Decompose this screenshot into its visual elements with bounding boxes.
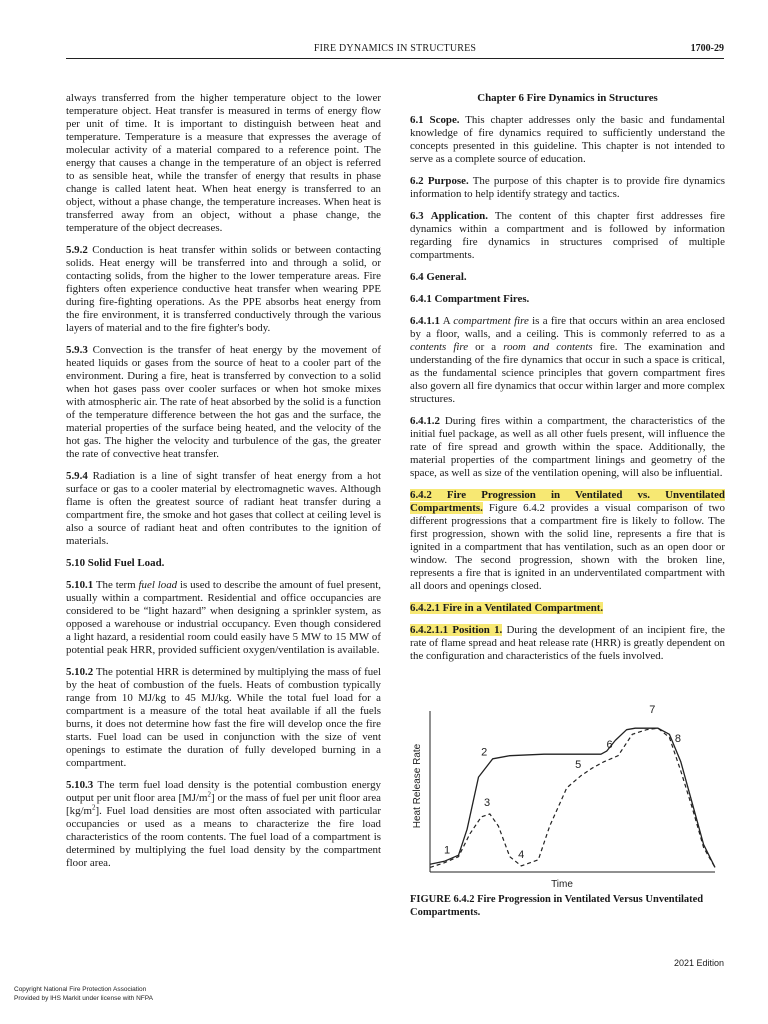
text-part-b: ] or the mass of fuel per unit floor area [kg/m (66, 792, 381, 817)
point-label-3: 3 (483, 797, 491, 810)
section-6-3 (410, 210, 725, 262)
section-number: 6.4.1 (410, 293, 432, 305)
term-fuel-load: fuel load (138, 579, 178, 591)
section-6-2 (410, 175, 725, 201)
edition-label: 2021 Edition (673, 958, 724, 968)
hrr-chart (410, 699, 725, 891)
page-number: 1700-29 (690, 43, 724, 54)
term-room-and-contents: room and contents (503, 341, 593, 353)
point-label-4: 4 (518, 849, 525, 862)
section-number: 5.10.2 (66, 666, 94, 678)
copyright-line: Copyright National Fire Protection Association (14, 986, 147, 993)
section-6-4-1-1 (410, 315, 725, 406)
section-6-4-2 (410, 489, 725, 593)
section-5-9-3 (66, 344, 381, 461)
section-number: 5.10.1 (66, 579, 94, 591)
section-6-1 (410, 114, 725, 166)
section-text: This chapter addresses only the basic and fundamental knowledge of fire dynamics required to sufficiently understand the concepts presented in this guideline. This chapter is not intended to serve as a complete source of education. (410, 114, 725, 165)
point-label-7: 7 (649, 703, 656, 716)
superscript: 2 (92, 803, 96, 812)
section-5-9-2 (66, 244, 381, 335)
text-before-term: The term (95, 579, 136, 591)
section-6-4-heading (410, 271, 725, 284)
section-text: Radiation is a line of sight transfer of heat energy from a hot surface or gas to a cooler material by electromagnetic waves. Although flame is often the greatest source of radiant heat transfer during a compartment fire, the smoke and hot gases that collect at ceiling level is also a source of radiant heat and often contributes to the ignition of materials. (66, 470, 381, 547)
section-number: 5.10 (66, 557, 86, 569)
section-title: Scope. (429, 114, 460, 126)
section-number: 6.2 (410, 175, 424, 187)
figure-6-4-2 (410, 699, 725, 891)
paragraph-heat-transfer-intro: always transferred from the higher temperature object to the lower temperature object. Heat transfer is measured in terms of energy flow per unit of time. It is important to distinguish between heat and temperature. Temperature is a measure that expresses the average of molecular activity of a material compared to a reference point. The energy that causes a change in the temperature of an object is referred to as sensible heat, while the transfer of energy that results in phase change is called latent heat. When heat energy is transferred to an object, without a phase change, the temperature increases. When heat is transferred away from an object, without a phase change, the temperature of the object decreases. (66, 92, 381, 234)
section-number: 5.9.4 (66, 470, 88, 482)
section-number: 5.9.2 (66, 244, 88, 256)
text-part-c: ]. Fuel load densities are most often associated with particular occupancies or used as a means to characterize the fire load characteristics of the room contents. The fuel load of a compartment is determined by multiplying the fuel load density by the compartment floor area. (66, 805, 381, 869)
license-line: Provided by IHS Markit under license with NFPA (14, 995, 153, 1002)
highlighted-heading: 6.4.2 Fire Progression in Ventilated vs. Unventilated Compartments. (410, 489, 725, 514)
point-label-2: 2 (481, 746, 488, 759)
copyright-notice (14, 985, 153, 1003)
section-5-10-heading (66, 557, 381, 570)
section-6-4-1-heading (410, 293, 725, 306)
point-label-1: 1 (444, 844, 451, 857)
section-text: The purpose of this chapter is to provide fire dynamics information to help identify strategy and tactics. (410, 175, 726, 200)
text-a: A (442, 315, 450, 327)
section-5-10-3 (66, 779, 381, 870)
term-compartment-fire: compartment fire (453, 315, 529, 327)
section-text: During the development of an incipient fire, the rate of flame spread and heat release rate (HRR) is greatly dependent on the configuration and characteristics of the fuels involved. (410, 624, 725, 662)
section-number: 6.4.1.2 (410, 415, 440, 427)
section-number: 6.1 (410, 114, 424, 126)
section-text: During fires within a compartment, the characteristics of the initial fuel package, as well as all other fuels present, will influence the rate of fire spread and growth within the space. Additionally, the material properties of the compartment linings and geometry of the space, as well as size of the ventilation opening, will also be influential. (410, 415, 726, 479)
section-title: Application. (430, 210, 488, 222)
text-c: or a (475, 341, 497, 353)
highlighted-heading: 6.4.2.1 Fire in a Ventilated Compartment. (410, 602, 604, 614)
section-5-10-2 (66, 666, 381, 770)
left-column (66, 92, 381, 879)
chapter-title: Chapter 6 Fire Dynamics in Structures (477, 92, 658, 104)
text-b: is a fire that occurs within an area enclosed by a floor, walls, and a ceiling. This is commonly referred to as a (410, 315, 725, 340)
section-number: 5.9.3 (66, 344, 88, 356)
section-number: 6.4.1.1 (410, 315, 440, 327)
figure-caption: FIGURE 6.4.2 Fire Progression in Ventilated Versus Unventilated Compartments. (410, 894, 704, 918)
series-line-ventilated (430, 728, 715, 867)
point-label-6: 6 (606, 739, 613, 752)
term-contents-fire: contents fire (410, 341, 469, 353)
text-part-a: The term fuel load density is the potential combustion energy output per unit floor area [MJ/m (66, 779, 381, 804)
section-text: Figure 6.4.2 provides a visual comparison of two different progressions that a compartment fire is likely to follow. The first progression, shown with the solid line, represents a fire that is ignited in a compartment that has ventilation, such as an open door or window. The second progression, shown with the broken line, represents a fire that is ignited in an underventilated compartment with all doors and openings closed. (410, 502, 725, 592)
section-6-4-1-2 (410, 415, 725, 480)
right-column (410, 92, 725, 919)
series-layer (430, 728, 715, 867)
x-axis-label: Time (551, 879, 573, 890)
section-number: 5.10.3 (66, 779, 94, 791)
section-text: The content of this chapter first addresses fire dynamics within a compartment and is followed by information regarding fire dynamics in structures comprised of multiple compartments. (410, 210, 725, 261)
section-text: The potential HRR is determined by multiplying the mass of fuel by the heat of combustion of the fuels. Heats of combustion typically range from 10 MJ/kg to 45 MJ/kg. While the total fuel load for a compartment is a measure of the total heat available if all the fuels burns, it does not determine how fast the fire will develop once the fire starts. Fuel load can be used in conjunction with the size of vent openings to estimate the duration of fully developed burning in a compartment. (66, 666, 381, 769)
section-number: 6.4 (410, 271, 424, 283)
section-text: Convection is the transfer of heat energy by the movement of heated liquids or gases from the source of heat to a cooler part of the environment. During a fire, heat is transferred by convection to a solid when hot gases pass over cooler surfaces or when hot smoke mixes with atmospheric air. The rate of heat absorbed by the solid is a function of the temperature difference between the hot gas and the surface, the material properties of the surface being heated, and the velocity of the hot gas. The higher the velocity and turbulence of the gas, the greater the rate of convective heat transfer. (66, 344, 381, 460)
header-title: FIRE DYNAMICS IN STRUCTURES (313, 43, 477, 54)
section-title: Purpose. (427, 175, 469, 187)
section-title: Solid Fuel Load. (87, 557, 165, 569)
text-d: fire. The examination and understanding of the fire dynamics that occur in such a space is critical, as the fundamental science principles that govern compartment fires also govern all fire dynamics that occur within larger and more complex structures. (410, 341, 725, 405)
series-line-unventilated (430, 728, 715, 867)
point-label-8: 8 (674, 733, 681, 745)
running-header (66, 40, 724, 59)
point-labels (444, 704, 681, 861)
point-label-5: 5 (575, 759, 582, 771)
y-axis-label: Heat Release Rate (412, 743, 423, 829)
section-text: Conduction is heat transfer within solids or between contacting solids. Heat energy will be transferred into and through a solid, or contacting solids, from the higher to the lower temperature areas. Fire fighters often experience conductive heat transfer when wearing PPE during fire-fighting operations. As the PPE absorbs heat energy from the fire environment, it is transferred conductively through the various layers of material and to the fire fighter's body. (66, 244, 381, 334)
section-5-10-1 (66, 579, 381, 657)
text-after-term: is used to describe the amount of fuel present, usually within a compartment. Residential and office occupancies are considered to be “light hazard” when designing a sprinkler system, as opposed a warehouse or industrial occupancy. Even though considered a light hazard, a residential room could easily have 5 MW to 15 MW of potential peak HRR, provided sufficient oxygen/ventilation is available. (66, 579, 381, 656)
superscript: 2 (207, 790, 211, 799)
section-number: 6.3 (410, 210, 424, 222)
section-5-9-4 (66, 470, 381, 548)
section-6-4-2-1 (410, 602, 725, 615)
section-6-4-2-1-1 (410, 624, 725, 663)
highlighted-heading: 6.4.2.1.1 Position 1. (410, 624, 503, 636)
section-title: General. (426, 271, 467, 283)
section-title: Compartment Fires. (434, 293, 530, 305)
